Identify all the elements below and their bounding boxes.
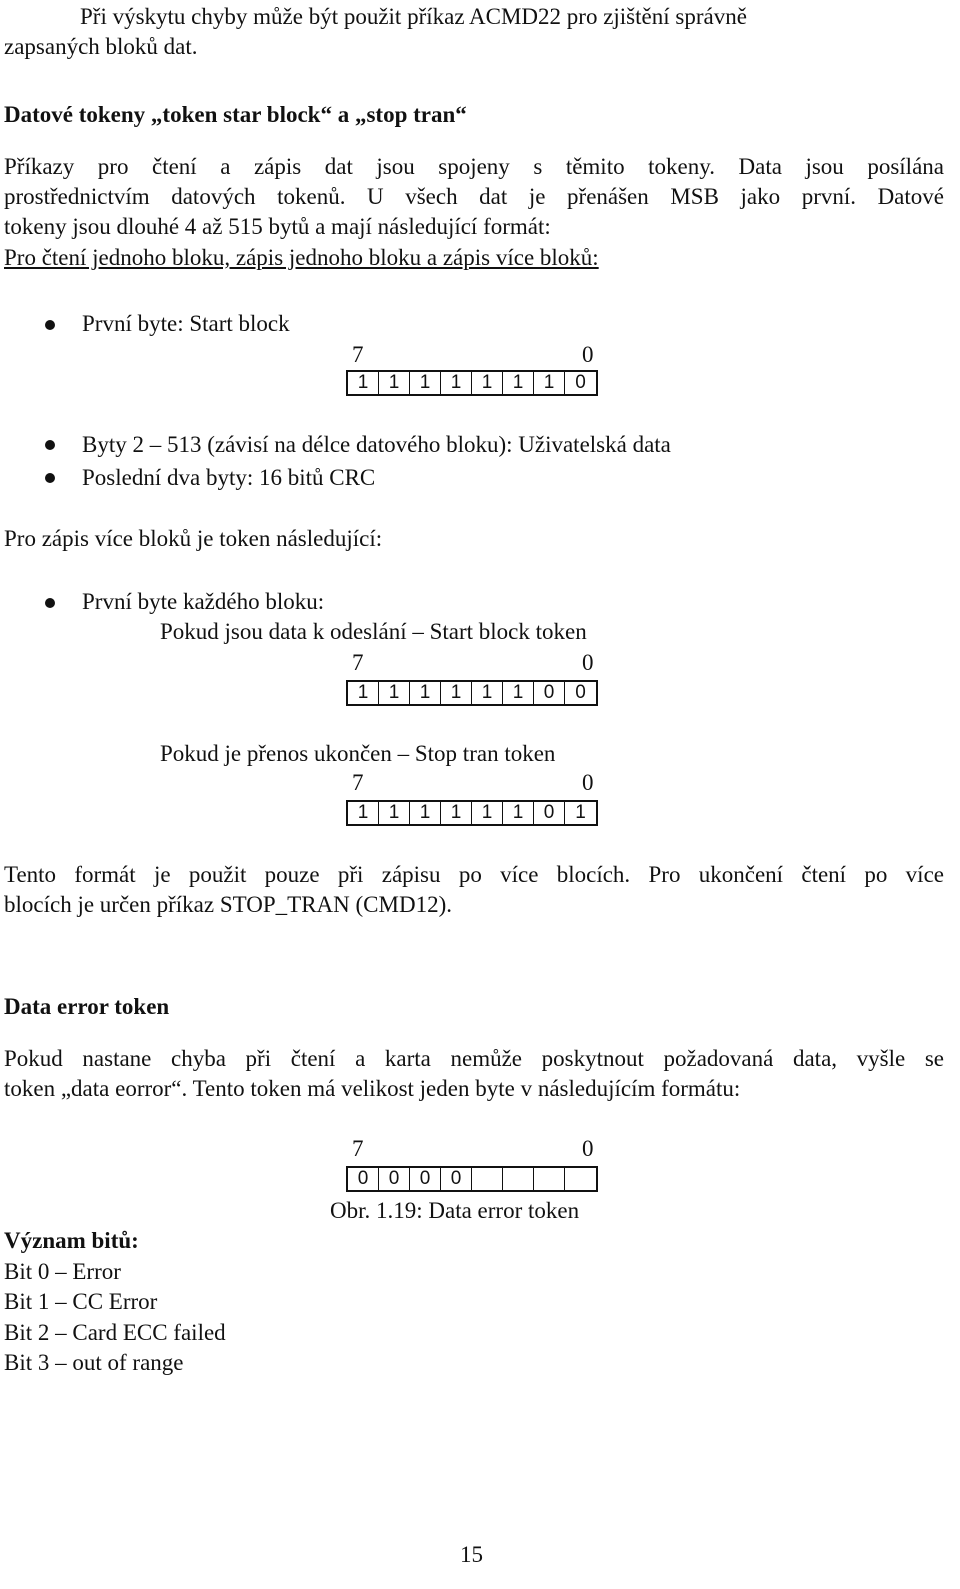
register-bit: 1 xyxy=(503,372,534,394)
register-bit: 1 xyxy=(410,802,441,824)
bullet-icon xyxy=(45,440,55,450)
register-msb-label: 7 xyxy=(352,1136,364,1161)
register-bit: 1 xyxy=(379,372,410,394)
register-bit: 1 xyxy=(441,802,472,824)
register-bit xyxy=(503,1168,534,1190)
register-bit: 0 xyxy=(534,682,565,704)
bit-meaning-0: Bit 0 – Error xyxy=(4,1259,121,1284)
bullet-user-data: Byty 2 – 513 (závisí na délce datového bloku): Uživatelská data xyxy=(82,432,671,457)
register-bit: 0 xyxy=(348,1168,379,1190)
register-stop-tran xyxy=(346,800,598,826)
bullet-icon xyxy=(45,320,55,330)
closing-line-1: Tento formát je použit pouze při zápisu po více blocích. Pro ukončení čtení po více xyxy=(4,862,944,887)
register-bit: 1 xyxy=(410,372,441,394)
closing-line-2: blocích je určen příkaz STOP_TRAN (CMD12). xyxy=(4,892,452,917)
bit-meaning-2: Bit 2 – Card ECC failed xyxy=(4,1320,226,1345)
register-start-block xyxy=(346,370,598,396)
register-lsb-label: 0 xyxy=(582,650,594,675)
case-start-block: Pokud jsou data k odeslání – Start block token xyxy=(160,619,587,644)
case-stop-tran: Pokud je přenos ukončen – Stop tran token xyxy=(160,741,556,766)
register-bit: 1 xyxy=(472,372,503,394)
register-bit: 1 xyxy=(379,802,410,824)
bits-heading: Význam bitů: xyxy=(4,1228,139,1253)
register-bit: 1 xyxy=(503,802,534,824)
tokens-subheading: Pro čtení jednoho bloku, zápis jednoho bloku a zápis více bloků: xyxy=(4,245,599,270)
error-para-line-1: Pokud nastane chyba při čtení a karta nemůže poskytnout požadovaná data, vyšle se xyxy=(4,1046,944,1071)
multi-block-intro: Pro zápis více bloků je token následující: xyxy=(4,526,383,551)
bullet-icon xyxy=(45,473,55,483)
register-bit: 1 xyxy=(348,802,379,824)
figure-caption: Obr. 1.19: Data error token xyxy=(330,1198,580,1223)
register-bit: 1 xyxy=(472,802,503,824)
register-lsb-label: 0 xyxy=(582,342,594,367)
bullet-first-byte: První byte: Start block xyxy=(82,311,290,336)
register-bit: 0 xyxy=(379,1168,410,1190)
register-bit xyxy=(472,1168,503,1190)
register-bit: 1 xyxy=(441,682,472,704)
register-bit: 1 xyxy=(348,372,379,394)
register-bit: 1 xyxy=(534,372,565,394)
register-multi-start xyxy=(346,680,598,706)
register-msb-label: 7 xyxy=(352,650,364,675)
register-bit: 1 xyxy=(472,682,503,704)
register-bit: 1 xyxy=(348,682,379,704)
tokens-para-line-3: tokeny jsou dlouhé 4 až 515 bytů a mají následující formát: xyxy=(4,214,551,239)
error-para-line-2: token „data eorror“. Tento token má velikost jeden byte v následujícím formátu: xyxy=(4,1076,741,1101)
bullet-crc: Poslední dva byty: 16 bitů CRC xyxy=(82,465,376,490)
register-bit xyxy=(565,1168,596,1190)
register-bit: 1 xyxy=(379,682,410,704)
register-bit xyxy=(534,1168,565,1190)
register-lsb-label: 0 xyxy=(582,1136,594,1161)
register-error-token xyxy=(346,1166,598,1192)
register-bit: 0 xyxy=(575,682,586,703)
register-msb-label: 7 xyxy=(352,342,364,367)
register-msb-label: 7 xyxy=(352,770,364,795)
register-bit: 0 xyxy=(534,802,565,824)
register-bit: 0 xyxy=(410,1168,441,1190)
register-bit: 1 xyxy=(441,372,472,394)
section-heading-error: Data error token xyxy=(4,994,170,1019)
register-bit: 1 xyxy=(410,682,441,704)
intro-line-2: zapsaných bloků dat. xyxy=(4,34,198,59)
register-bit: 1 xyxy=(575,802,586,823)
tokens-para-line-1: Příkazy pro čtení a zápis dat jsou spojeny s těmito tokeny. Data jsou posílána xyxy=(4,154,944,179)
bit-meaning-3: Bit 3 – out of range xyxy=(4,1350,184,1375)
page-number: 15 xyxy=(460,1542,483,1567)
tokens-para-line-2: prostřednictvím datových tokenů. U všech dat je přenášen MSB jako první. Datové xyxy=(4,184,944,209)
bullet-icon xyxy=(45,598,55,608)
register-bit: 1 xyxy=(503,682,534,704)
register-bit: 0 xyxy=(441,1168,472,1190)
register-lsb-label: 0 xyxy=(582,770,594,795)
section-heading-tokens: Datové tokeny „token star block“ a „stop tran“ xyxy=(4,102,467,127)
bit-meaning-1: Bit 1 – CC Error xyxy=(4,1289,158,1314)
register-bit: 0 xyxy=(575,372,586,393)
intro-line-1: Při výskytu chyby může být použit příkaz ACMD22 pro zjištění správně xyxy=(80,4,747,29)
bullet-first-byte-each-block: První byte každého bloku: xyxy=(82,589,325,614)
